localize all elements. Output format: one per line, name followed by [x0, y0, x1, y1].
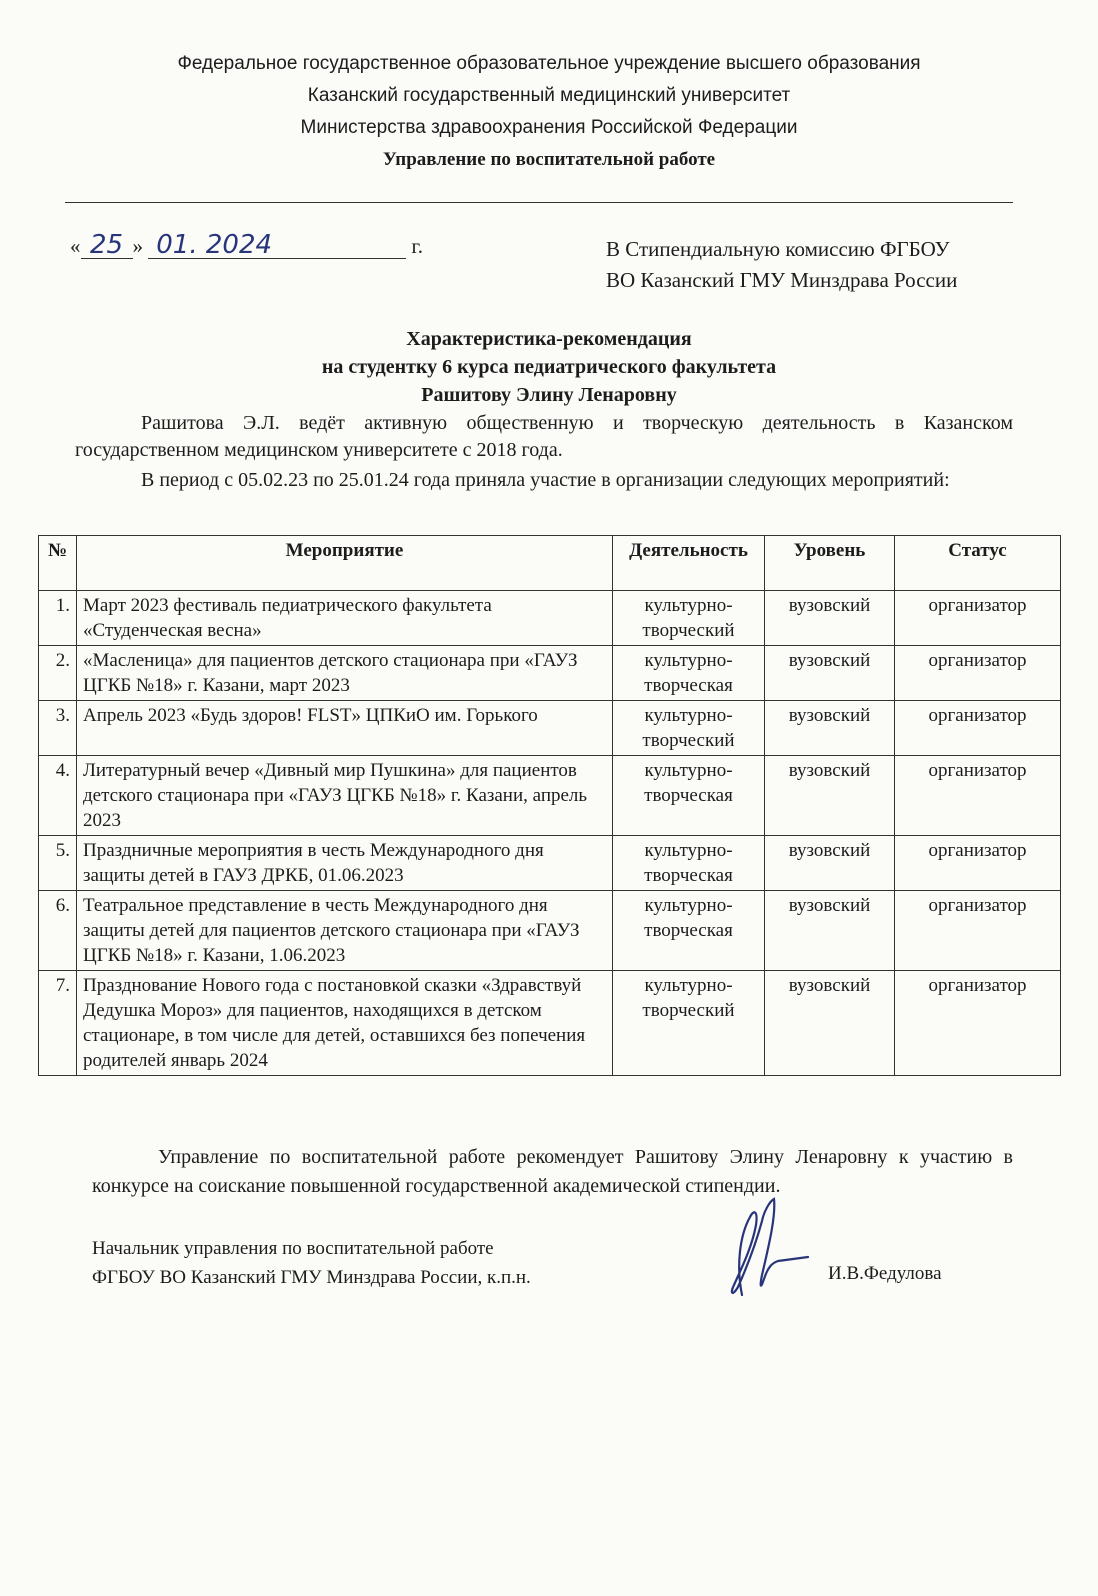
row-number: 6. — [39, 891, 77, 971]
org-line-3: Министерства здравоохранения Российской Федерации — [300, 117, 798, 138]
row-status: организатор — [895, 971, 1061, 1076]
signatory-organization: ФГБОУ ВО Казанский ГМУ Минздрава России, к.п.н. — [92, 1267, 531, 1288]
signatory-block — [92, 1234, 531, 1292]
row-status: организатор — [895, 591, 1061, 646]
row-event: Празднование Нового года с постановкой сказки «Здравствуй Дедушка Мороз» для пациентов, находящихся в детском стационаре, в том числе для детей, оставшихся без попечения родителей январь 2024 — [77, 971, 613, 1076]
row-event: Театральное представление в честь Международного дня защиты детей для пациентов детского стационара при «ГАУЗ ЦГКБ №18» г. Казани, 1.06.2023 — [77, 891, 613, 971]
row-status: организатор — [895, 701, 1061, 756]
department-name: Управление по воспитательной работе — [382, 149, 716, 170]
closing-paragraph — [92, 1143, 1013, 1201]
table-header-row — [39, 536, 1061, 591]
header-level: Уровень — [765, 536, 895, 591]
date-day: 25 — [81, 232, 133, 259]
row-activity: культурно-творческая — [613, 756, 765, 836]
header-activity: Деятельность — [613, 536, 765, 591]
letterhead — [0, 48, 1098, 176]
row-number: 2. — [39, 646, 77, 701]
table-row — [39, 971, 1061, 1076]
table-row — [39, 646, 1061, 701]
paragraph-1-text: Рашитова Э.Л. ведёт активную общественную и творческую деятельность в Казанском государственном медицинском университете с 2018 года. — [75, 412, 1013, 461]
document-title — [0, 325, 1098, 409]
title-line-1: Характеристика-рекомендация — [406, 328, 692, 350]
header-number: № — [39, 536, 77, 591]
row-level: вузовский — [765, 701, 895, 756]
table-row — [39, 591, 1061, 646]
date-open-quote: « — [70, 234, 81, 258]
paragraph-1 — [75, 410, 1013, 464]
row-number: 1. — [39, 591, 77, 646]
table-row — [39, 836, 1061, 891]
date-month-year: 01. 2024 — [148, 232, 406, 259]
row-status: организатор — [895, 891, 1061, 971]
title-line-2: на студентку 6 курса педиатрического факультета — [321, 356, 777, 378]
row-activity: культурно-творческий — [613, 971, 765, 1076]
table-row — [39, 756, 1061, 836]
header-status: Статус — [895, 536, 1061, 591]
row-activity: культурно-творческая — [613, 836, 765, 891]
row-event: Праздничные мероприятия в честь Международного дня защиты детей в ГАУЗ ДРКБ, 01.06.2023 — [77, 836, 613, 891]
row-status: организатор — [895, 756, 1061, 836]
row-level: вузовский — [765, 971, 895, 1076]
date-close-quote: » — [132, 234, 143, 258]
signatory-name: И.В.Федулова — [828, 1263, 942, 1284]
row-number: 4. — [39, 756, 77, 836]
table-row — [39, 891, 1061, 971]
row-level: вузовский — [765, 836, 895, 891]
row-activity: культурно-творческая — [613, 646, 765, 701]
row-number: 5. — [39, 836, 77, 891]
row-level: вузовский — [765, 756, 895, 836]
row-event: Литературный вечер «Дивный мир Пушкина» для пациентов детского стационара при «ГАУЗ ЦГКБ №18» г. Казани, апрель 2023 — [77, 756, 613, 836]
org-line-2: Казанский государственный медицинский университет — [307, 85, 791, 106]
row-status: организатор — [895, 646, 1061, 701]
paragraph-2 — [75, 467, 1013, 494]
row-level: вузовский — [765, 591, 895, 646]
row-event: «Масленица» для пациентов детского стационара при «ГАУЗ ЦГКБ №18» г. Казани, март 2023 — [77, 646, 613, 701]
header-divider — [65, 202, 1013, 203]
row-activity: культурно-творческая — [613, 891, 765, 971]
date-suffix: г. — [411, 234, 423, 258]
document-date — [70, 232, 423, 259]
row-event: Март 2023 фестиваль педиатрического факультета «Студенческая весна» — [77, 591, 613, 646]
row-level: вузовский — [765, 646, 895, 701]
handwritten-signature — [702, 1195, 812, 1305]
title-line-3: Рашитову Элину Ленаровну — [421, 384, 677, 406]
addressee — [606, 234, 957, 296]
row-activity: культурно-творческий — [613, 591, 765, 646]
row-number: 7. — [39, 971, 77, 1076]
row-activity: культурно-творческий — [613, 701, 765, 756]
events-table — [38, 535, 1061, 1076]
closing-text: Управление по воспитательной работе рекомендует Рашитову Элину Ленаровну к участию в конкурсе на соискание повышенной государственной академической стипендии. — [92, 1146, 1013, 1197]
org-line-1: Федеральное государственное образовательное учреждение высшего образования — [177, 53, 921, 74]
signatory-position: Начальник управления по воспитательной работе — [92, 1238, 494, 1259]
table-row — [39, 701, 1061, 756]
paragraph-2-text: В период с 05.02.23 по 25.01.24 года приняла участие в организации следующих мероприятий: — [141, 469, 950, 491]
row-event: Апрель 2023 «Будь здоров! FLST» ЦПКиО им. Горького — [77, 701, 613, 756]
addressee-line-2: ВО Казанский ГМУ Минздрава России — [606, 268, 958, 292]
header-event: Мероприятие — [77, 536, 613, 591]
addressee-line-1: В Стипендиальную комиссию ФГБОУ — [606, 237, 950, 261]
row-level: вузовский — [765, 891, 895, 971]
row-status: организатор — [895, 836, 1061, 891]
row-number: 3. — [39, 701, 77, 756]
